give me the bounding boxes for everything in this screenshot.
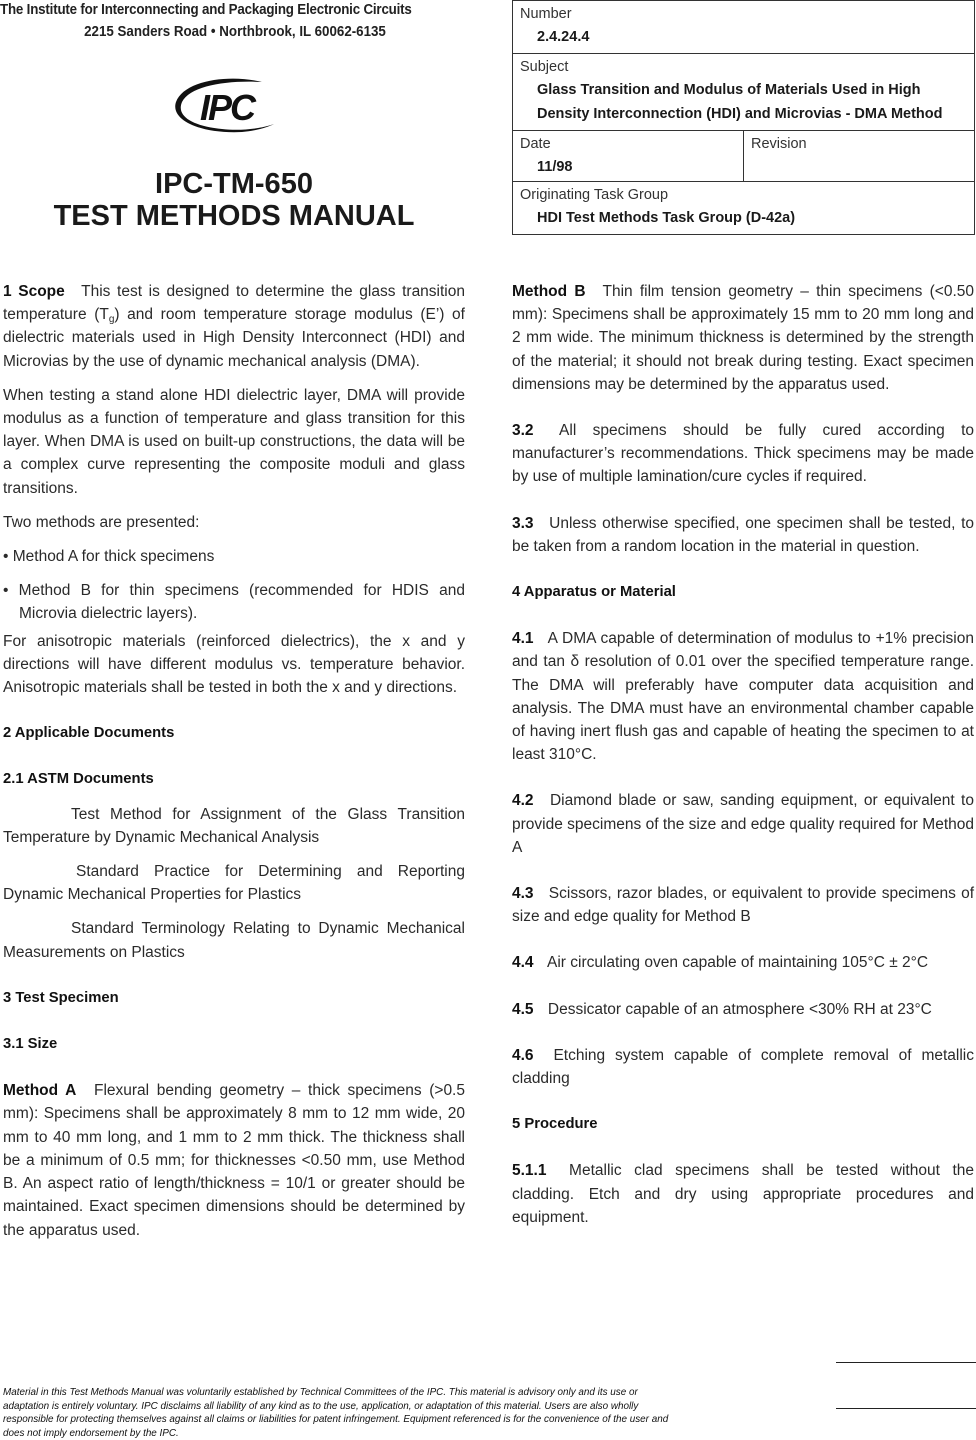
section-4-1 xyxy=(512,627,974,766)
task-group-value: HDI Test Methods Task Group (D-42a) xyxy=(537,210,796,226)
revision-cell xyxy=(744,131,974,181)
astm-doc-1-text: Test Method for Assignment of the Glass Transition Temperature by Dynamic Mechanical Analysis xyxy=(3,805,465,846)
astm-doc-1 xyxy=(3,803,465,849)
number-label: Number xyxy=(520,6,572,22)
left-column xyxy=(3,280,465,1253)
date-value: 11/98 xyxy=(537,159,573,175)
astm-doc-2 xyxy=(3,860,465,906)
footer-disclaimer: Material in this Test Methods Manual was voluntarily established by Technical Committees of the IPC. This material is advisory only and its use or adaptation is entirely voluntary. IPC disclaims all liability of any kind as to the use, application, or adaptation of this material. Users are also wholly responsible for protecting themselves against all claims or liabilities for patent infringement. Equipment referenced is for the convenience of the user and does not imply endorsement by the IPC. xyxy=(3,1387,669,1439)
section-3-3-text: Unless otherwise specified, one specimen shall be tested, to be taken from a random location in the material in question. xyxy=(512,514,974,555)
astm-doc-2-text: Standard Practice for Determining and Reporting Dynamic Mechanical Properties for Plastics xyxy=(3,863,465,904)
section-4-3-text: Scissors, razor blades, or equivalent to provide specimens of size and edge quality for Method B xyxy=(512,885,974,926)
footer-rule-bottom xyxy=(836,1408,976,1409)
date-revision-row xyxy=(513,131,974,182)
section-4-2 xyxy=(512,789,974,859)
task-group-label: Originating Task Group xyxy=(520,187,669,203)
astm-doc-3-text: Standard Terminology Relating to Dynamic Mechanical Measurements on Plastics xyxy=(3,920,465,961)
section-3-1-heading: 3.1 Size xyxy=(3,1036,58,1053)
number-row xyxy=(513,1,974,54)
bullet-method-a: • Method A for thick specimens xyxy=(3,548,215,566)
scope-paragraph-3: Two methods are presented: xyxy=(3,513,200,531)
section-4-heading: 4 Apparatus or Material xyxy=(512,584,676,601)
method-b-label: Method B xyxy=(512,283,586,300)
method-a-label: Method A xyxy=(3,1082,77,1100)
subject-label: Subject xyxy=(520,59,569,75)
section-4-6 xyxy=(512,1044,974,1090)
section-5-heading: 5 Procedure xyxy=(512,1116,598,1133)
section-4-3-label: 4.3 xyxy=(512,885,534,903)
section-3-2 xyxy=(512,419,974,489)
document-info-box xyxy=(512,0,975,235)
subject-value: Glass Transition and Modulus of Materials Used in High Density Interconnection (HDI) and Microvias - DMA Method xyxy=(537,82,943,122)
institute-address: 2215 Sanders Road • Northbrook, IL 60062-6135 xyxy=(84,24,386,40)
section-4-5 xyxy=(512,998,974,1021)
scope-heading: 1 Scope xyxy=(3,283,65,300)
section-3-3-label: 3.3 xyxy=(512,514,534,532)
section-3-2-label: 3.2 xyxy=(512,422,534,440)
section-5-1-1-text: Metallic clad specimens shall be tested without the cladding. Etch and dry using appropriate procedures and equipment. xyxy=(512,1162,974,1226)
section-4-4 xyxy=(512,951,974,974)
section-2-1-heading: 2.1 ASTM Documents xyxy=(3,771,154,788)
date-label: Date xyxy=(520,136,551,152)
section-4-6-label: 4.6 xyxy=(512,1046,534,1064)
manual-title xyxy=(0,168,468,232)
footer-rule-top xyxy=(836,1362,976,1363)
method-a-text: Flexural bending geometry – thick specimens (>0.5 mm): Specimens shall be approximately 8 mm to 12 mm wide, 20 mm to 40 mm long, and 1 mm to 2 mm thick. The thickness shall be a minimum of 0.5 mm; for thicknesses <0.50 mm, use Method B. An aspect ratio of length/thickness = 10/1 or greater should be maintained. Exact specimen dimensions should be determined by the apparatus used. xyxy=(3,1082,465,1239)
section-4-1-text: A DMA capable of determination of modulus to +1% precision and tan δ resolution of 0.01 over the specified temperature range. The DMA will preferably have computer data acquisition and analysis. The DMA must have an environmental chamber capable of having inert flush gas and capable of heating the specimen to at least 310°C. xyxy=(512,630,974,764)
section-4-3 xyxy=(512,882,974,928)
scope-text-b: ) and room temperature storage modulus (E’) of dielectric materials used in High Density Interconnect (HDI) and Microvias by the use of dynamic mechanical analysis (DMA). xyxy=(3,306,465,370)
subject-row xyxy=(513,54,974,131)
method-b-paragraph xyxy=(512,280,974,396)
ipc-logo-icon xyxy=(170,76,285,138)
revision-label: Revision xyxy=(751,136,807,152)
section-4-4-text: Air circulating oven capable of maintaining 105°C ± 2°C xyxy=(547,954,929,972)
section-4-2-text: Diamond blade or saw, sanding equipment, or equivalent to provide specimens of the size and edge quality required for Method A xyxy=(512,792,974,856)
section-4-5-text: Dessicator capable of an atmosphere <30% RH at 23°C xyxy=(547,1000,932,1018)
scope-paragraph-4: For anisotropic materials (reinforced dielectrics), the x and y directions will have different modulus vs. temperature behavior. Anisotropic materials shall be tested in both the x and y directions. xyxy=(3,632,465,697)
scope-paragraph xyxy=(3,280,465,373)
section-4-6-text: Etching system capable of complete removal of metallic cladding xyxy=(512,1046,974,1088)
date-cell xyxy=(513,131,744,181)
institute-name: The Institute for Interconnecting and Packaging Electronic Circuits xyxy=(0,2,412,18)
section-5-1-1-label: 5.1.1 xyxy=(512,1162,547,1180)
section-3-heading: 3 Test Specimen xyxy=(3,989,119,1006)
bullet-method-b: • Method B for thin specimens (recommended for HDIS and Microvia dielectric layers). xyxy=(3,582,465,623)
right-column xyxy=(512,280,974,1240)
manual-title-line1: IPC-TM-650 xyxy=(155,168,313,200)
astm-doc-3 xyxy=(3,917,465,963)
section-3-2-text: All specimens should be fully cured according to manufacturer’s recommendations. Thick specimens may be made by use of multiple lamination/cure cycles if required. xyxy=(512,422,974,486)
section-5-1-1 xyxy=(512,1159,974,1229)
number-value: 2.4.24.4 xyxy=(537,29,590,45)
scope-paragraph-2: When testing a stand alone HDI dielectric layer, DMA will provide modulus as a function of temperature and glass transition for this layer. When DMA is used on built-up constructions, the data will be a complex curve representing the composite moduli and glass transitions. xyxy=(3,386,465,497)
svg-text:IPC: IPC xyxy=(200,87,255,128)
section-4-2-label: 4.2 xyxy=(512,792,534,810)
section-4-1-label: 4.1 xyxy=(512,630,534,648)
section-3-3 xyxy=(512,512,974,558)
section-2-heading: 2 Applicable Documents xyxy=(3,725,175,742)
method-b-text: Thin film tension geometry – thin specimens (<0.50 mm): Specimens shall be approximately 15 mm to 20 mm long and 2 mm wide. The minimum thickness is determined by the strength of the material; it should not break during testing. Exact specimen dimensions may be determined by the apparatus used. xyxy=(512,283,974,393)
section-4-4-label: 4.4 xyxy=(512,954,534,972)
document-header xyxy=(0,0,470,42)
section-4-5-label: 4.5 xyxy=(512,1000,534,1018)
method-a-paragraph xyxy=(3,1079,465,1241)
scope-text-a: This test is designed to determine the glass transition temperature (T xyxy=(3,283,465,324)
manual-title-line2: TEST METHODS MANUAL xyxy=(53,200,415,232)
tg-subscript: g xyxy=(108,314,115,326)
task-group-row xyxy=(513,182,974,234)
